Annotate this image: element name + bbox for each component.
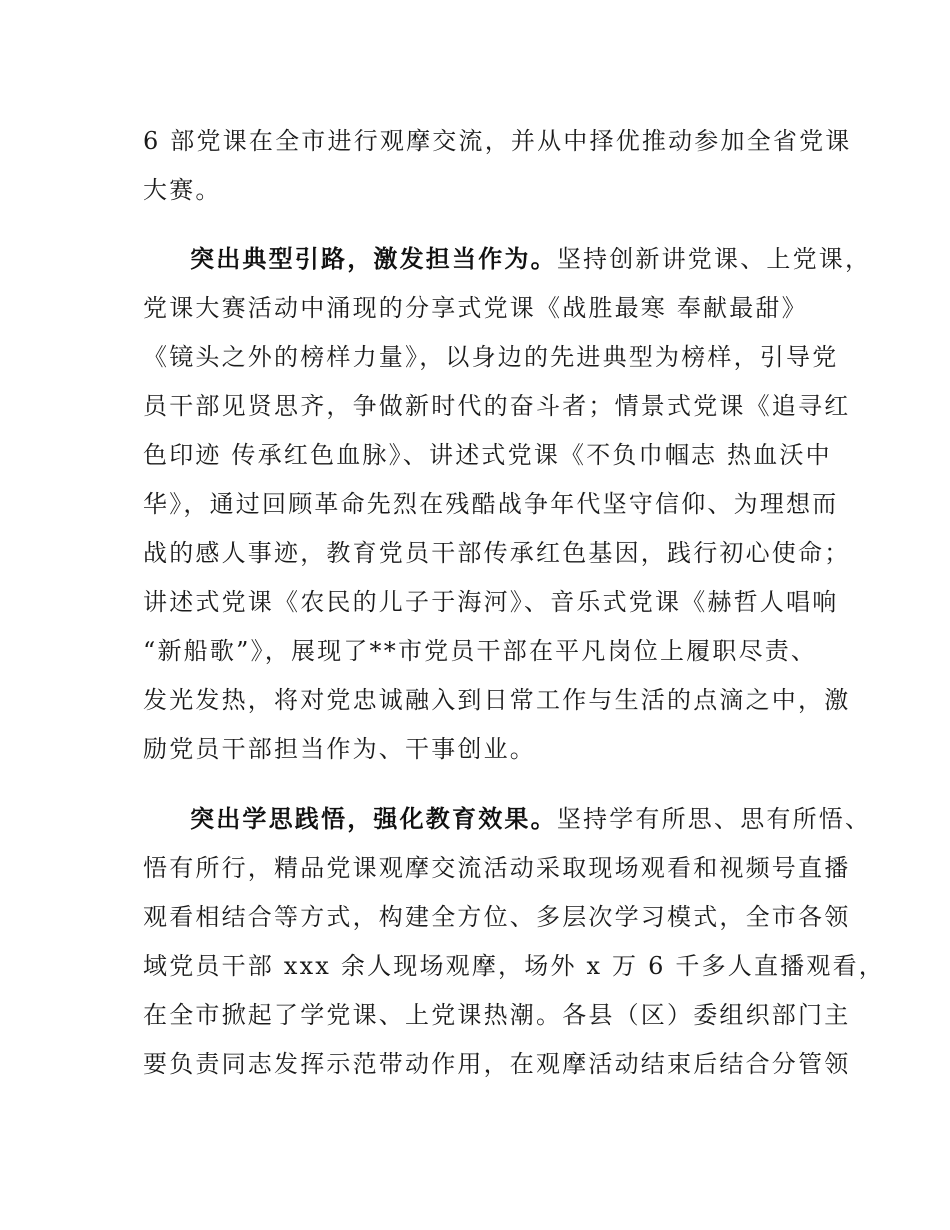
paragraph-3-first-line (190, 803, 871, 835)
paragraph-2-heading: 突出典型引路，激发担当作为。 (190, 245, 557, 273)
paragraph-3-line: 观看相结合等方式，构建全方位、多层次学习模式，全市各领 (143, 903, 851, 931)
paragraph-2-line: 党课大赛活动中涌现的分享式党课《战胜最寒 奉献最甜》 (143, 294, 808, 322)
paragraph-2-first-line-text: 坚持创新讲党课、上党课， (556, 245, 872, 273)
paragraph-2-line: 励党员干部担当作为、干事创业。 (143, 735, 536, 763)
paragraph-2-line: 发光发热，将对党忠诚融入到日常工作与生活的点滴之中，激 (143, 686, 851, 714)
paragraph-2-first-line (190, 243, 871, 275)
paragraph-2-line: 《镜头之外的榜样力量》，以身边的先进典型为榜样，引导党 (143, 343, 839, 371)
paragraph-3-line: 在全市掀起了学党课、上党课热潮。各县（区）委组织部门主 (143, 1001, 851, 1029)
paragraph-3-line: 悟有所行，精品党课观摩交流活动采取现场观看和视频号直播 (143, 854, 851, 882)
paragraph-2-line: “新船歌”》，展现了**市党员干部在平凡岗位上履职尽责、 (143, 637, 818, 665)
paragraph-2-line: 员干部见贤思齐，争做新时代的奋斗者；情景式党课《追寻红 (143, 392, 851, 420)
paragraph-3-line: 域党员干部 xxx 余人现场观摩，场外 x 万 6 千多人直播观看， (143, 952, 885, 980)
paragraph-3-first-line-text: 坚持学有所思、思有所悟、 (556, 805, 872, 833)
paragraph-2-line: 色印迹 传承红色血脉》、讲述式党课《不负巾帼志 热血沃中 (143, 441, 832, 469)
paragraph-2-line: 华》，通过回顾革命先烈在残酷战争年代坚守信仰、为理想而 (143, 490, 839, 518)
paragraph-2-line: 讲述式党课《农民的儿子于海河》、音乐式党课《赫哲人唱响 (143, 588, 839, 616)
paragraph-3-heading: 突出学思践悟，强化教育效果。 (190, 805, 557, 833)
paragraph-1-line-1: 6 部党课在全市进行观摩交流，并从中择优推动参加全省党课 (143, 127, 852, 155)
paragraph-1-line-2: 大赛。 (143, 176, 222, 204)
paragraph-2-line: 战的感人事迹，教育党员干部传承红色基因，践行初心使命； (143, 539, 851, 567)
paragraph-3-line: 要负责同志发挥示范带动作用，在观摩活动结束后结合分管领 (143, 1050, 851, 1078)
